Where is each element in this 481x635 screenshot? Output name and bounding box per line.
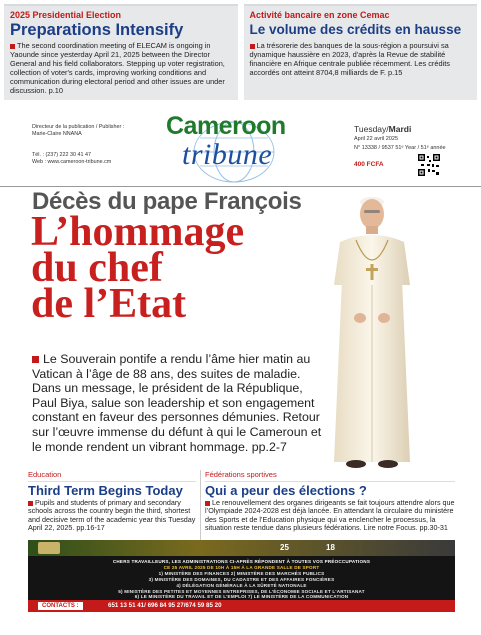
story-education[interactable] <box>28 470 196 548</box>
bullet-icon <box>32 356 39 363</box>
ad-line: 6) LE MINISTÈRE DU TRAVAIL ET DE L'EMPLOI 7) LE MINISTÈRE DE LA COMMUNICATION <box>134 594 349 599</box>
publisher-info <box>32 124 124 166</box>
ad-line: CHERS TRAVAILLEURS, LES ADMINISTRATIONS CI-APRÈS RÉPONDENT À TOUTES VOS PRÉOCCUPATIONS <box>112 559 371 564</box>
bullet-icon <box>250 44 255 49</box>
story-headline: Qui a peur des élections ? <box>205 483 367 498</box>
logo-word-tribune: tribune <box>182 138 273 171</box>
story-body <box>205 499 455 533</box>
story-body-text: Le renouvellement des organes dirigeants se fait toujours attendre alors que l’Olympiade 2024-2028 est déjà lancée. En attendant la circulaire du ministère des Sports et de l’Education physique qui va enclencher le processus, la situation reste tendue dans plusieurs fédérations. Lire notre Focus. pp.30-31 <box>205 498 455 533</box>
ad-date-badge: 18 <box>326 543 335 552</box>
advertisement-banner[interactable] <box>28 540 455 612</box>
price: 400 FCFA <box>354 161 384 168</box>
contacts-label: CONTACTS : <box>38 602 83 610</box>
ad-logo-icon <box>38 542 60 554</box>
story-headline: Third Term Begins Today <box>28 483 183 498</box>
ad-line: 4) DÉLÉGATION GÉNÉRALE À LA SÛRETÉ NATIONALE <box>176 583 307 588</box>
story-kicker: Fédérations sportives <box>205 470 455 482</box>
teaser-banking[interactable] <box>244 4 478 100</box>
main-lead <box>32 352 326 454</box>
date: April 22 avril 2025 <box>354 136 399 142</box>
ad-line: 5) MINISTÈRE DES PETITES ET MOYENNES ENTREPRISES, DE L'ÉCONOMIE SOCIALE ET L'ARTISANAT <box>118 589 365 594</box>
bullet-icon <box>28 501 33 506</box>
main-lead-text: Le Souverain pontife a rendu l’âme hier matin au Vatican à l’âge de 88 ans, des suites de maladie. Dans un message, le président de la République, Paul Biya, salue son leadership et son engagement constant en faveur des personnes démunies. Retour sur l’œuvre immense du défunt à qui le Cameroun et le monde rendent un vibrant hommage. pp.2-7 <box>32 352 322 454</box>
teaser-body-text: The second coordination meeting of ELECAM is ongoing in Yaounde since yesterday April 21, 2025 between the Director General and his field collaborators. Stepping up voter registration, collection of voter's cards, improving working conditions and communication during electoral period and other issues are under discussion. p.10 <box>10 41 225 95</box>
ad-line: 3) MINISTÈRE DES DOMAINES, DU CADASTRE ET DES AFFAIRES FONCIÈRES <box>148 577 335 582</box>
bullet-icon <box>10 44 15 49</box>
website[interactable]: Web : www.cameroon-tribune.cm <box>32 159 112 165</box>
teaser-headline: Preparations Intensify <box>10 21 184 39</box>
cameroon-tribune-logo[interactable] <box>160 110 320 182</box>
day-fr: Mardi <box>388 124 412 134</box>
bullet-icon <box>205 501 210 506</box>
headline-line: de l’Etat <box>31 281 187 327</box>
masthead-divider <box>0 186 481 187</box>
teaser-kicker: 2025 Presidential Election <box>10 10 122 20</box>
teaser-headline: Le volume des crédits en hausse <box>249 22 462 37</box>
ad-contacts-bar <box>28 600 455 612</box>
qr-code-icon[interactable] <box>418 154 440 176</box>
main-supertitle: Décès du pape François <box>32 188 302 215</box>
story-body-text: Pupils and students of primary and secondary schools across the country begin the third, shortest and decisive term of the academic year this Tuesday April 22, 2025. pp.16-17 <box>28 498 196 533</box>
day <box>354 124 446 134</box>
story-sports-federations[interactable] <box>200 470 455 548</box>
masthead <box>0 110 481 188</box>
teaser-kicker: Activité bancaire en zone Cemac <box>249 10 390 20</box>
day-en: Tuesday/ <box>354 124 389 134</box>
pope-photo <box>320 190 420 470</box>
headline-line: du chef <box>31 245 163 291</box>
ad-line: CE 25 AVRIL 2025 DE 10H À 15H À LA GRANDE SALLE DE SPORT <box>163 565 320 570</box>
telephone: Tél. : (237) 222 30 41 47 <box>32 152 92 158</box>
teaser-body <box>10 41 232 95</box>
director-name: Marie-Claire NNANA <box>32 131 82 137</box>
main-headline[interactable] <box>31 209 331 327</box>
contacts-numbers[interactable]: 651 13 51 41/ 696 84 95 27/674 59 85 20 <box>108 602 222 609</box>
ad-date-badge: 25 <box>280 543 289 552</box>
ad-line: 1) MINISTÈRE DES FINANCES 2) MINISTÈRE DES MARCHÉS PUBLICS <box>158 571 325 576</box>
top-teasers <box>0 0 481 100</box>
story-kicker: Education <box>28 470 196 482</box>
ad-top-strip <box>28 540 455 556</box>
teaser-body-text: La trésorerie des banques de la sous-région a poursuivi sa dynamique haussière en 2023, d'après la Revue de stabilité financière en Afrique centrale publiée récemment. Les crédits accordés ont atteint 8704,8 milliards de F. p.15 <box>249 41 450 77</box>
headline-line: L’hommage <box>31 209 245 255</box>
director-label: Directeur de la publication / Publisher : <box>32 124 125 130</box>
logo-word-cameroon: Cameroon <box>166 112 286 140</box>
story-body <box>28 499 196 533</box>
teaser-body <box>250 41 472 77</box>
teaser-election[interactable] <box>4 4 238 100</box>
issue-number: N° 13338 / 9537 51ᵉ Year / 51ᵉ année <box>354 145 446 151</box>
